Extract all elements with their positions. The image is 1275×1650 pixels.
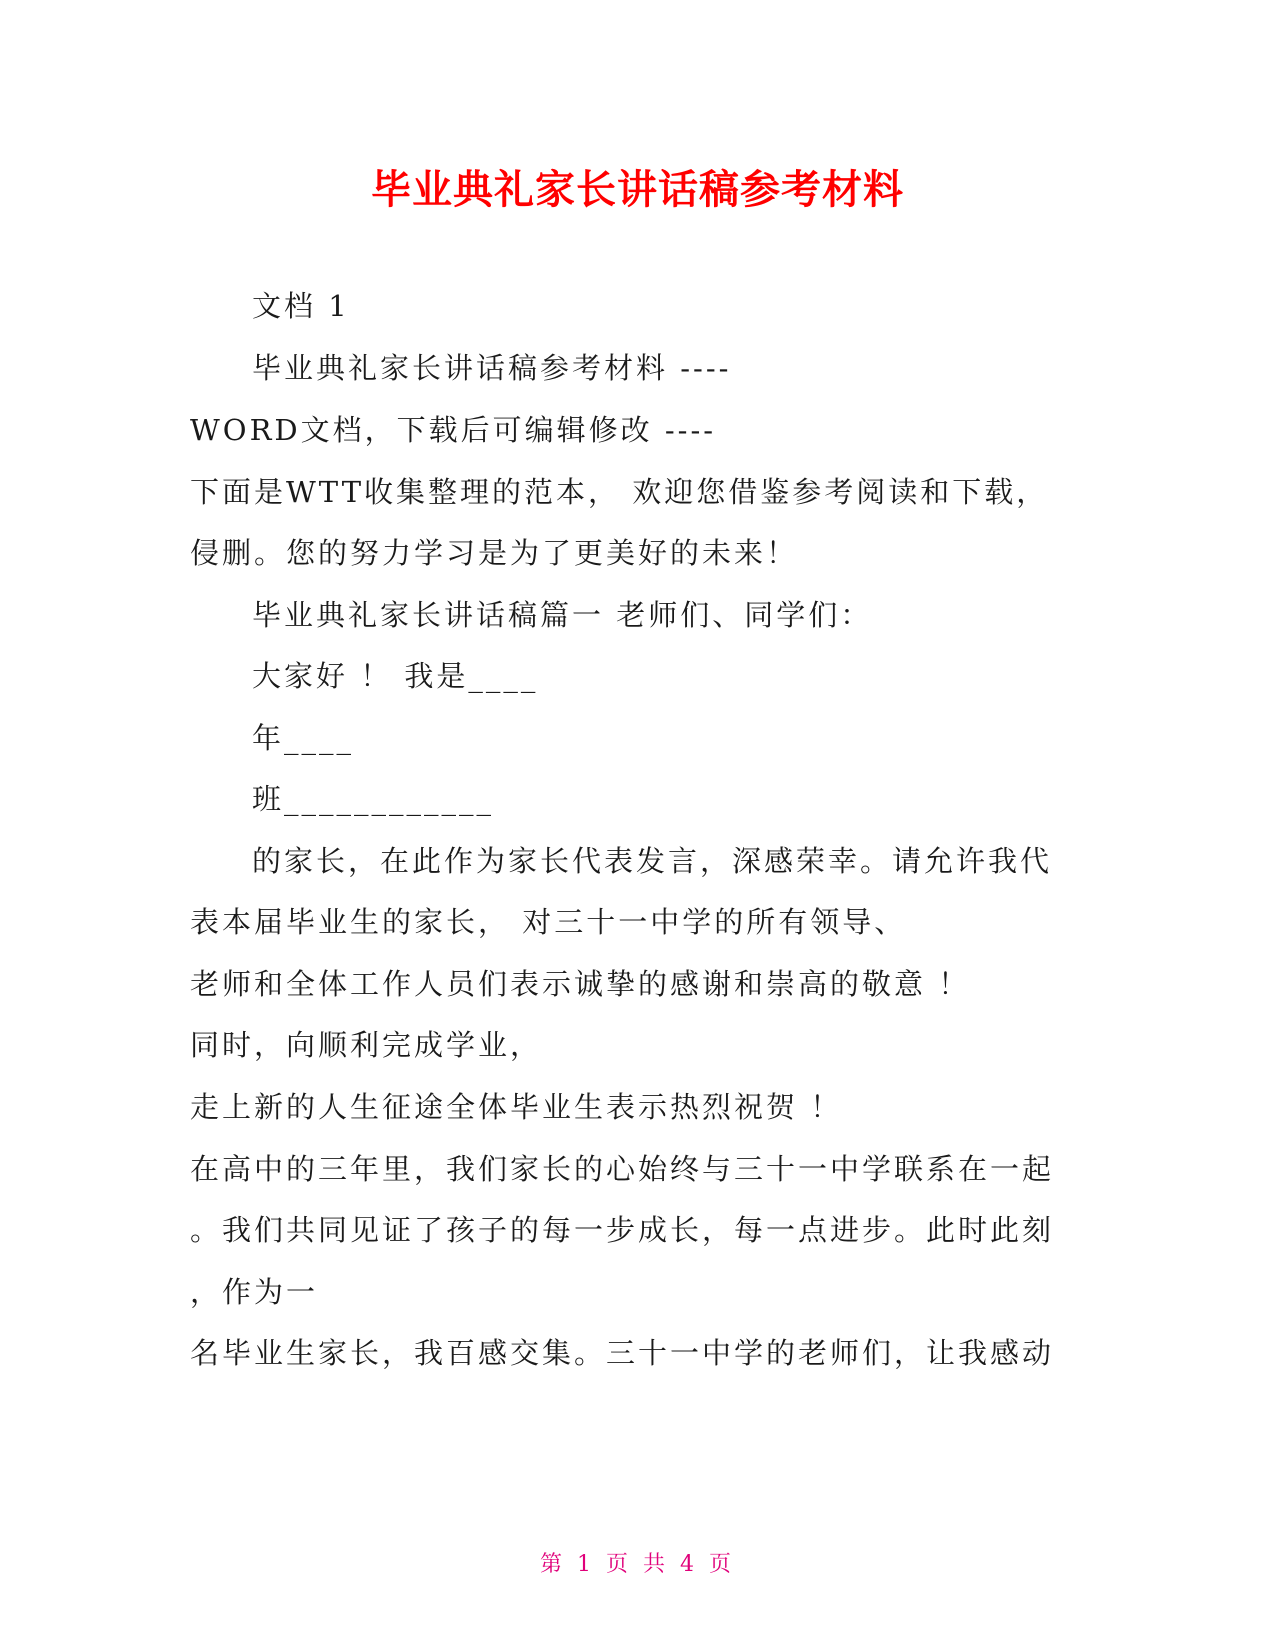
doc-line: 同时，向顺利完成学业，: [190, 1028, 543, 1062]
doc-line: 表本届毕业生的家长， 对三十一中学的所有领导、: [190, 905, 907, 939]
doc-line: 老师和全体工作人员们表示诚挚的感谢和崇高的敬意 ！: [190, 967, 971, 1001]
doc-line: 侵删。您的努力学习是为了更美好的未来！: [190, 536, 799, 570]
doc-line: 在高中的三年里，我们家长的心始终与三十一中学联系在一起: [190, 1152, 1055, 1186]
doc-line: 毕业典礼家长讲话稿篇一 老师们、同学们：: [252, 598, 873, 632]
doc-line: 班____________: [252, 782, 495, 816]
doc-line: 文档 1: [252, 289, 350, 323]
document-title: 毕业典礼家长讲话稿参考材料: [371, 167, 904, 213]
doc-line: 毕业典礼家长讲话稿参考材料 ----: [252, 351, 732, 385]
doc-line: 大家好 ！ 我是____: [252, 659, 539, 693]
doc-line: 下面是WTT收集整理的范本， 欢迎您借鉴参考阅读和下载，: [190, 475, 1049, 509]
doc-line: WORD文档，下载后可编辑修改 ----: [190, 413, 717, 447]
doc-line: ，作为一: [190, 1275, 319, 1309]
doc-line: 走上新的人生征途全体毕业生表示热烈祝贺 ！: [190, 1090, 843, 1124]
page-number-footer: 第 1 页 共 4 页: [540, 1552, 735, 1577]
doc-line: 名毕业生家长，我百感交集。三十一中学的老师们，让我感动: [190, 1336, 1055, 1370]
doc-line: 的家长，在此作为家长代表发言，深感荣幸。请允许我代: [252, 844, 1053, 878]
doc-line: 年____: [252, 721, 355, 755]
doc-line: 。我们共同见证了孩子的每一步成长，每一点进步。此时此刻: [190, 1213, 1055, 1247]
